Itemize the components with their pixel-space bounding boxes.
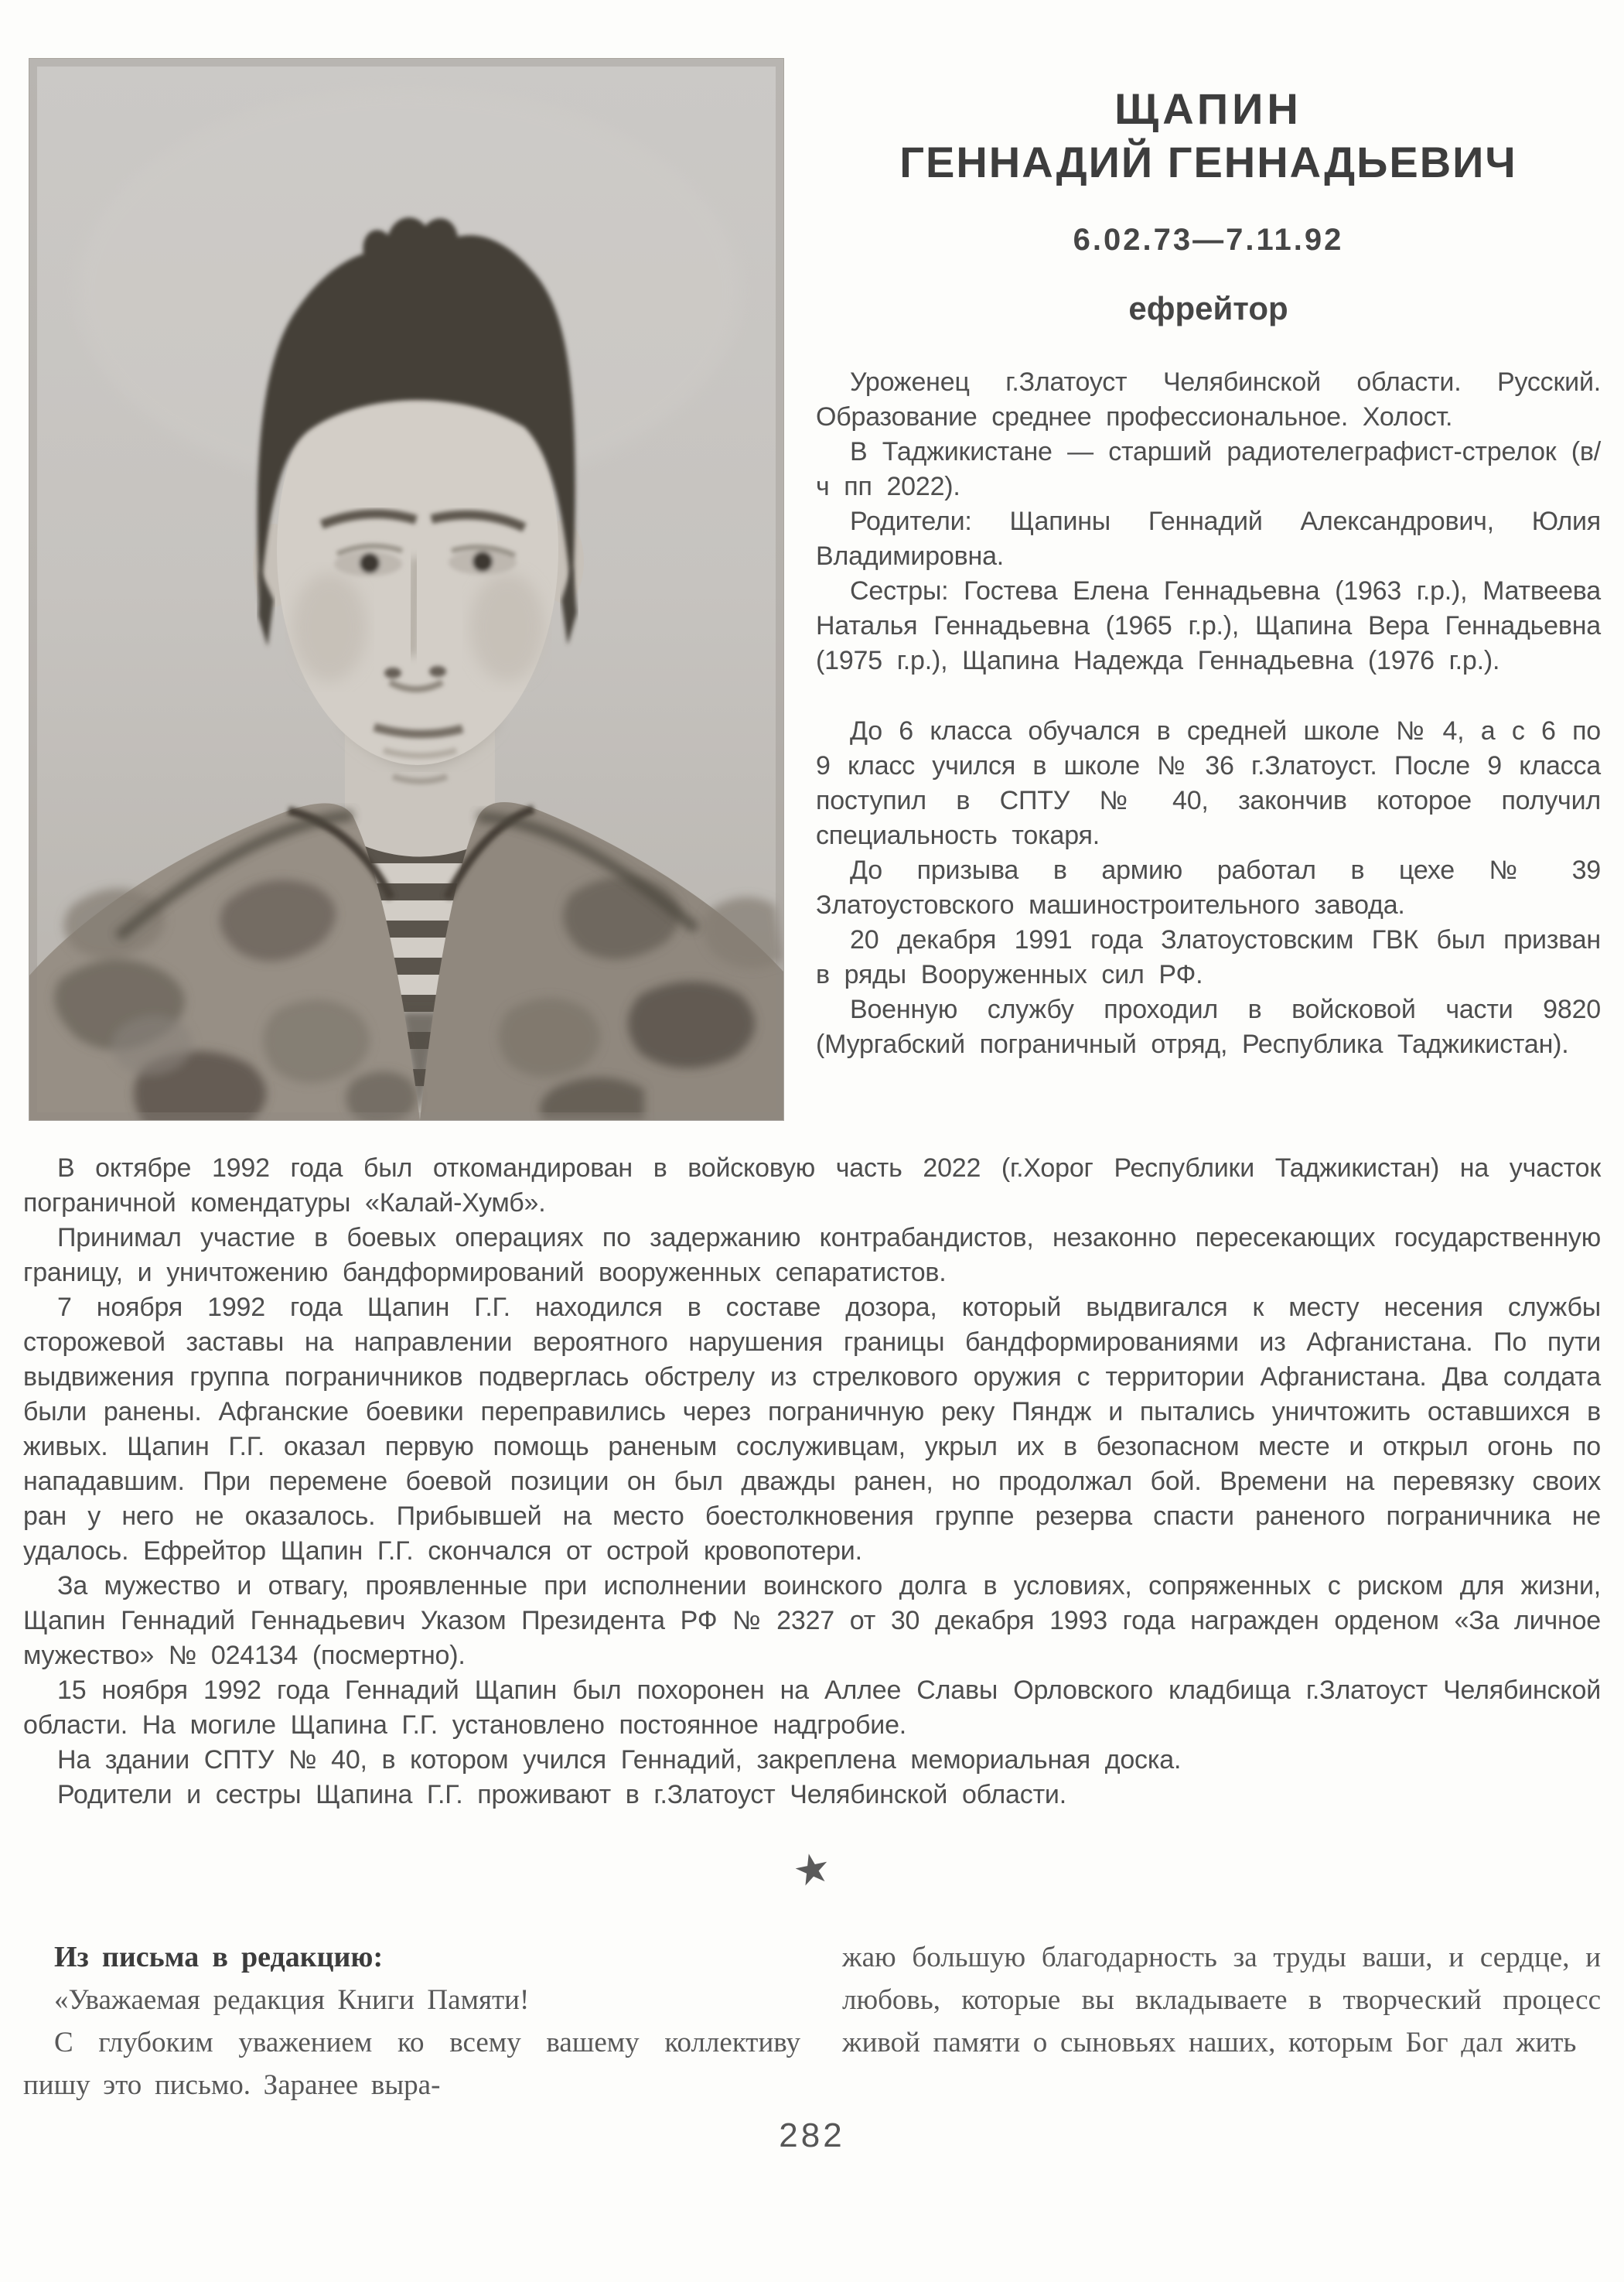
bio-paragraph: Принимал участие в боевых операциях по задержанию контрабандистов, незаконно пересекающих государственную границу, и уничтожению бандформирований вооруженных сепаратистов.	[23, 1223, 1601, 1287]
bio-paragraph: За мужество и отвагу, проявленные при исполнении воинского долга в условиях, сопряженных с риском для жизни, Щапин Геннадий Геннадьевич Указом Президента РФ № 2327 от 30 декабря 1993 года награжден орденом «За личное мужество» № 024134 (посмертно).	[23, 1571, 1601, 1670]
bio-paragraph: До 6 класса обучался в средней школе № 4, а с 6 по 9 класс учился в школе № 36 г.Златоуст. После 9 класса поступил в СПТУ № 40, закончив которое получил специальность токаря.	[816, 716, 1601, 850]
portrait-photo	[29, 59, 783, 1120]
page-number: 282	[779, 2116, 845, 2154]
bio-paragraph: До призыва в армию работал в цехе № 39 Златоустовского машиностроительного завода.	[816, 856, 1601, 920]
military-rank: ефрейтор	[1128, 290, 1288, 326]
bio-paragraph: В октябре 1992 года был откомандирован в войсковую часть 2022 (г.Хорог Республики Таджикистан) на участок пограничной комендатуры «Калай-Хумб».	[23, 1153, 1601, 1218]
bio-full-width	[23, 1151, 1601, 1812]
bio-paragraph: Родители: Щапины Геннадий Александрович, Юлия Владимировна.	[816, 507, 1601, 571]
bio-paragraph: 7 ноября 1992 года Щапин Г.Г. находился в составе дозора, который выдвигался к месту несения службы сторожевой заставы на направлении вероятного нарушения границы бандформированиями из Афганистана. По пути выдвижения группа пограничников подверглась обстрелу из стрелкового оружия с территории Афганистана. Два солдата были ранены. Афганские боевики переправились через пограничную реку Пяндж и пытались уничтожить оставшихся в живых. Щапин Г.Г. оказал первую помощь раненым сослуживцам, укрыл их в безопасном месте и открыл огонь по нападавшим. При перемене боевой позиции он был дважды ранен, но продолжал бой. Времени на перевязку своих ран у него не оказалось. Прибывшей на место боестолкновения группе резерва спасти раненого пограничника не удалось. Ефрейтор Щапин Г.Г. скончался от острой кровопотери.	[23, 1293, 1601, 1566]
portrait-photo-illustration	[29, 59, 783, 1120]
letter-paragraph: жаю большую благодарность за труды ваши, и сердце, и любовь, которые вы вкладываете в творческий процесс живой памяти о сыновьях наших, которым Бог дал жить	[842, 1942, 1601, 2058]
bio-column	[816, 59, 1601, 1120]
bio-paragraph: На здании СПТУ № 40, в котором учился Геннадий, закреплена мемориальная доска.	[57, 1745, 1182, 1775]
letter-paragraph: «Уважаемая редакция Книги Памяти!	[54, 1984, 530, 2016]
life-dates: 6.02.73—7.11.92	[1073, 223, 1344, 257]
letter-right-column	[842, 1936, 1601, 2106]
star-icon: ★	[789, 1843, 835, 1897]
top-section	[23, 0, 1601, 1120]
bio-paragraph: 20 декабря 1991 года Златоустовским ГВК был призван в ряды Вооруженных сил РФ.	[816, 925, 1601, 989]
bio-paragraph: В Таджикистане — старший радиотелеграфист-стрелок (в/ч пп 2022).	[816, 437, 1601, 501]
bio-paragraph: 15 ноября 1992 года Геннадий Щапин был похоронен на Аллее Славы Орловского кладбища г.Златоуст Челябинской области. На могиле Щапина Г.Г. установлено постоянное надгробие.	[23, 1676, 1601, 1740]
bio-paragraph: Сестры: Гостева Елена Геннадьевна (1963 г.р.), Матвеева Наталья Геннадьевна (1965 г.р.), Щапина Вера Геннадьевна (1975 г.р.), Щапина Надежда Геннадьевна (1976 г.р.).	[816, 576, 1601, 675]
page-title-surname: ЩАПИН	[1114, 84, 1302, 133]
letter-heading: Из письма в редакцию:	[54, 1941, 384, 1973]
letter-left-column	[23, 1936, 800, 2106]
bio-paragraph: Военную службу проходил в войсковой части 9820 (Мургабский пограничный отряд, Республика Таджикистан).	[816, 995, 1601, 1059]
letter-section	[23, 1936, 1601, 2106]
bio-paragraph: Родители и сестры Щапина Г.Г. проживают в г.Златоуст Челябинской области.	[57, 1780, 1066, 1809]
bio-right-column	[816, 365, 1601, 1062]
star-divider	[23, 1843, 1601, 1897]
page-title-name-patronymic: ГЕННАДИЙ ГЕННАДЬЕВИЧ	[899, 138, 1517, 186]
bio-paragraph: Уроженец г.Златоуст Челябинской области. Русский. Образование среднее профессиональное. Холост.	[816, 367, 1601, 432]
letter-paragraph: С глубоким уважением ко всему вашему коллективу пишу это письмо. Заранее выра-	[23, 2027, 800, 2101]
